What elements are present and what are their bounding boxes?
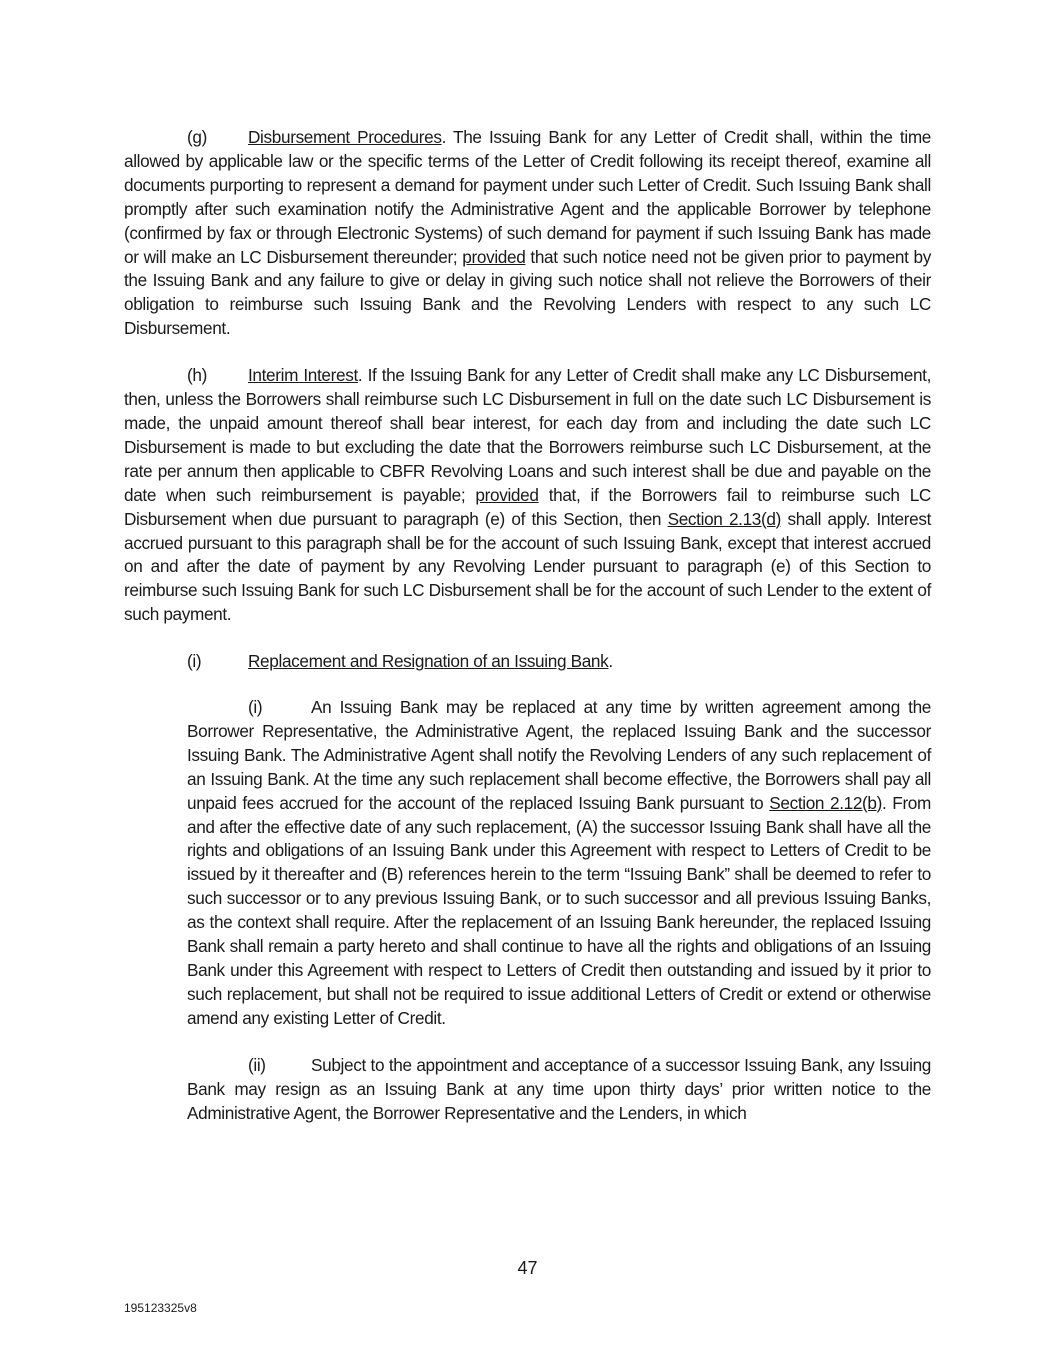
paragraph-g: (g) Disbursement Procedures. The Issuing Bank for any Letter of Credit shall, within the time allowed by applicable law or the specific terms of the Letter of Credit following its receipt thereof, examine all documents purporting to represent a demand for payment under such Letter of Credit. Such Issuing Bank shall promptly after such examination notify the Administrative Agent and the applicable Borrower by telephone (confirmed by fax or through Electronic Systems) of such demand for payment if such Issuing Bank has made or will make an LC Disbursement thereunder; provided that such notice need not be given prior to payment by the Issuing Bank and any failure to give or delay in giving such notice shall not relieve the Borrowers of their obligation to reimburse such Issuing Bank and the Revolving Lenders with respect to any such LC Disbursement. bbox=[124, 127, 932, 339]
page-number: 47 bbox=[517, 1258, 538, 1278]
paragraph-marker: (i) bbox=[187, 651, 202, 672]
paragraph-marker: (g) bbox=[187, 127, 207, 147]
document-id: 195123325v8 bbox=[124, 1301, 197, 1315]
section-reference: Section 2.12(b) bbox=[769, 792, 882, 813]
document-body bbox=[124, 126, 931, 1148]
paragraph-heading: Disbursement Procedures bbox=[248, 127, 442, 147]
defined-term: provided bbox=[475, 484, 539, 505]
paragraph-marker: (h) bbox=[187, 365, 207, 386]
paragraph-i: (i) Replacement and Resignation of an Issuing Bank. bbox=[124, 650, 931, 674]
paragraph-marker: (ii) bbox=[248, 1054, 266, 1075]
subparagraph-ii: (ii) Subject to the appointment and acceptance of a successor Issuing Bank, any Issuing Bank may resign as an Issuing Bank at any time upon thirty days’ prior written notice to the Administrative Agent, the Borrower Representative and the Lenders, in which bbox=[187, 1054, 931, 1123]
paragraph-heading: Interim Interest bbox=[248, 365, 358, 386]
section-reference: Section 2.13(d) bbox=[667, 508, 781, 529]
defined-term: provided bbox=[462, 246, 526, 267]
subparagraph-i: (i) An Issuing Bank may be replaced at any time by written agreement among the Borrower Representative, the Administrative Agent, the replaced Issuing Bank and the successor Issuing Bank. The Administrative Agent shall notify the Revolving Lenders of any such replacement of an Issuing Bank. At the time any such replacement shall become effective, the Borrowers shall pay all unpaid fees accrued for the account of the replaced Issuing Bank pursuant to Section 2.12(b). From and after the effective date of any such replacement, (A) the successor Issuing Bank shall have all the rights and obligations of an Issuing Bank under this Agreement with respect to Letters of Credit to be issued by it thereafter and (B) references herein to the term “Issuing Bank” shall be deemed to refer to such successor or to any previous Issuing Bank, or to such successor and all previous Issuing Banks, as the context shall require. After the replacement of an Issuing Bank hereunder, the replaced Issuing Bank shall remain a party hereto and shall continue to have all the rights and obligations of an Issuing Bank under this Agreement with respect to Letters of Credit then outstanding and issued by it prior to such replacement, but shall not be required to issue additional Letters of Credit or extend or otherwise amend any existing Letter of Credit. bbox=[187, 697, 931, 1028]
paragraph-heading: Replacement and Resignation of an Issuing Bank bbox=[248, 651, 609, 672]
paragraph-h: (h) Interim Interest. If the Issuing Bank for any Letter of Credit shall make any LC Disbursement, then, unless the Borrowers shall reimburse such LC Disbursement in full on the date such LC Disbursement is made, the unpaid amount thereof shall bear interest, for each day from and including the date such LC Disbursement is made to but excluding the date that the Borrowers reimburse such LC Disbursement, at the rate per annum then applicable to CBFR Revolving Loans and such interest shall be due and payable on the date when such reimbursement is payable; provided that, if the Borrowers fail to reimburse such LC Disbursement when due pursuant to paragraph (e) of this Section, then Section 2.13(d) shall apply. Interest accrued pursuant to this paragraph shall be for the account of such Issuing Bank, except that interest accrued on and after the date of payment by any Revolving Lender pursuant to paragraph (e) of this Section to reimburse such Issuing Bank for such LC Disbursement shall be for the account of such Lender to the extent of such payment. bbox=[124, 365, 932, 625]
paragraph-marker: (i) bbox=[248, 697, 263, 718]
